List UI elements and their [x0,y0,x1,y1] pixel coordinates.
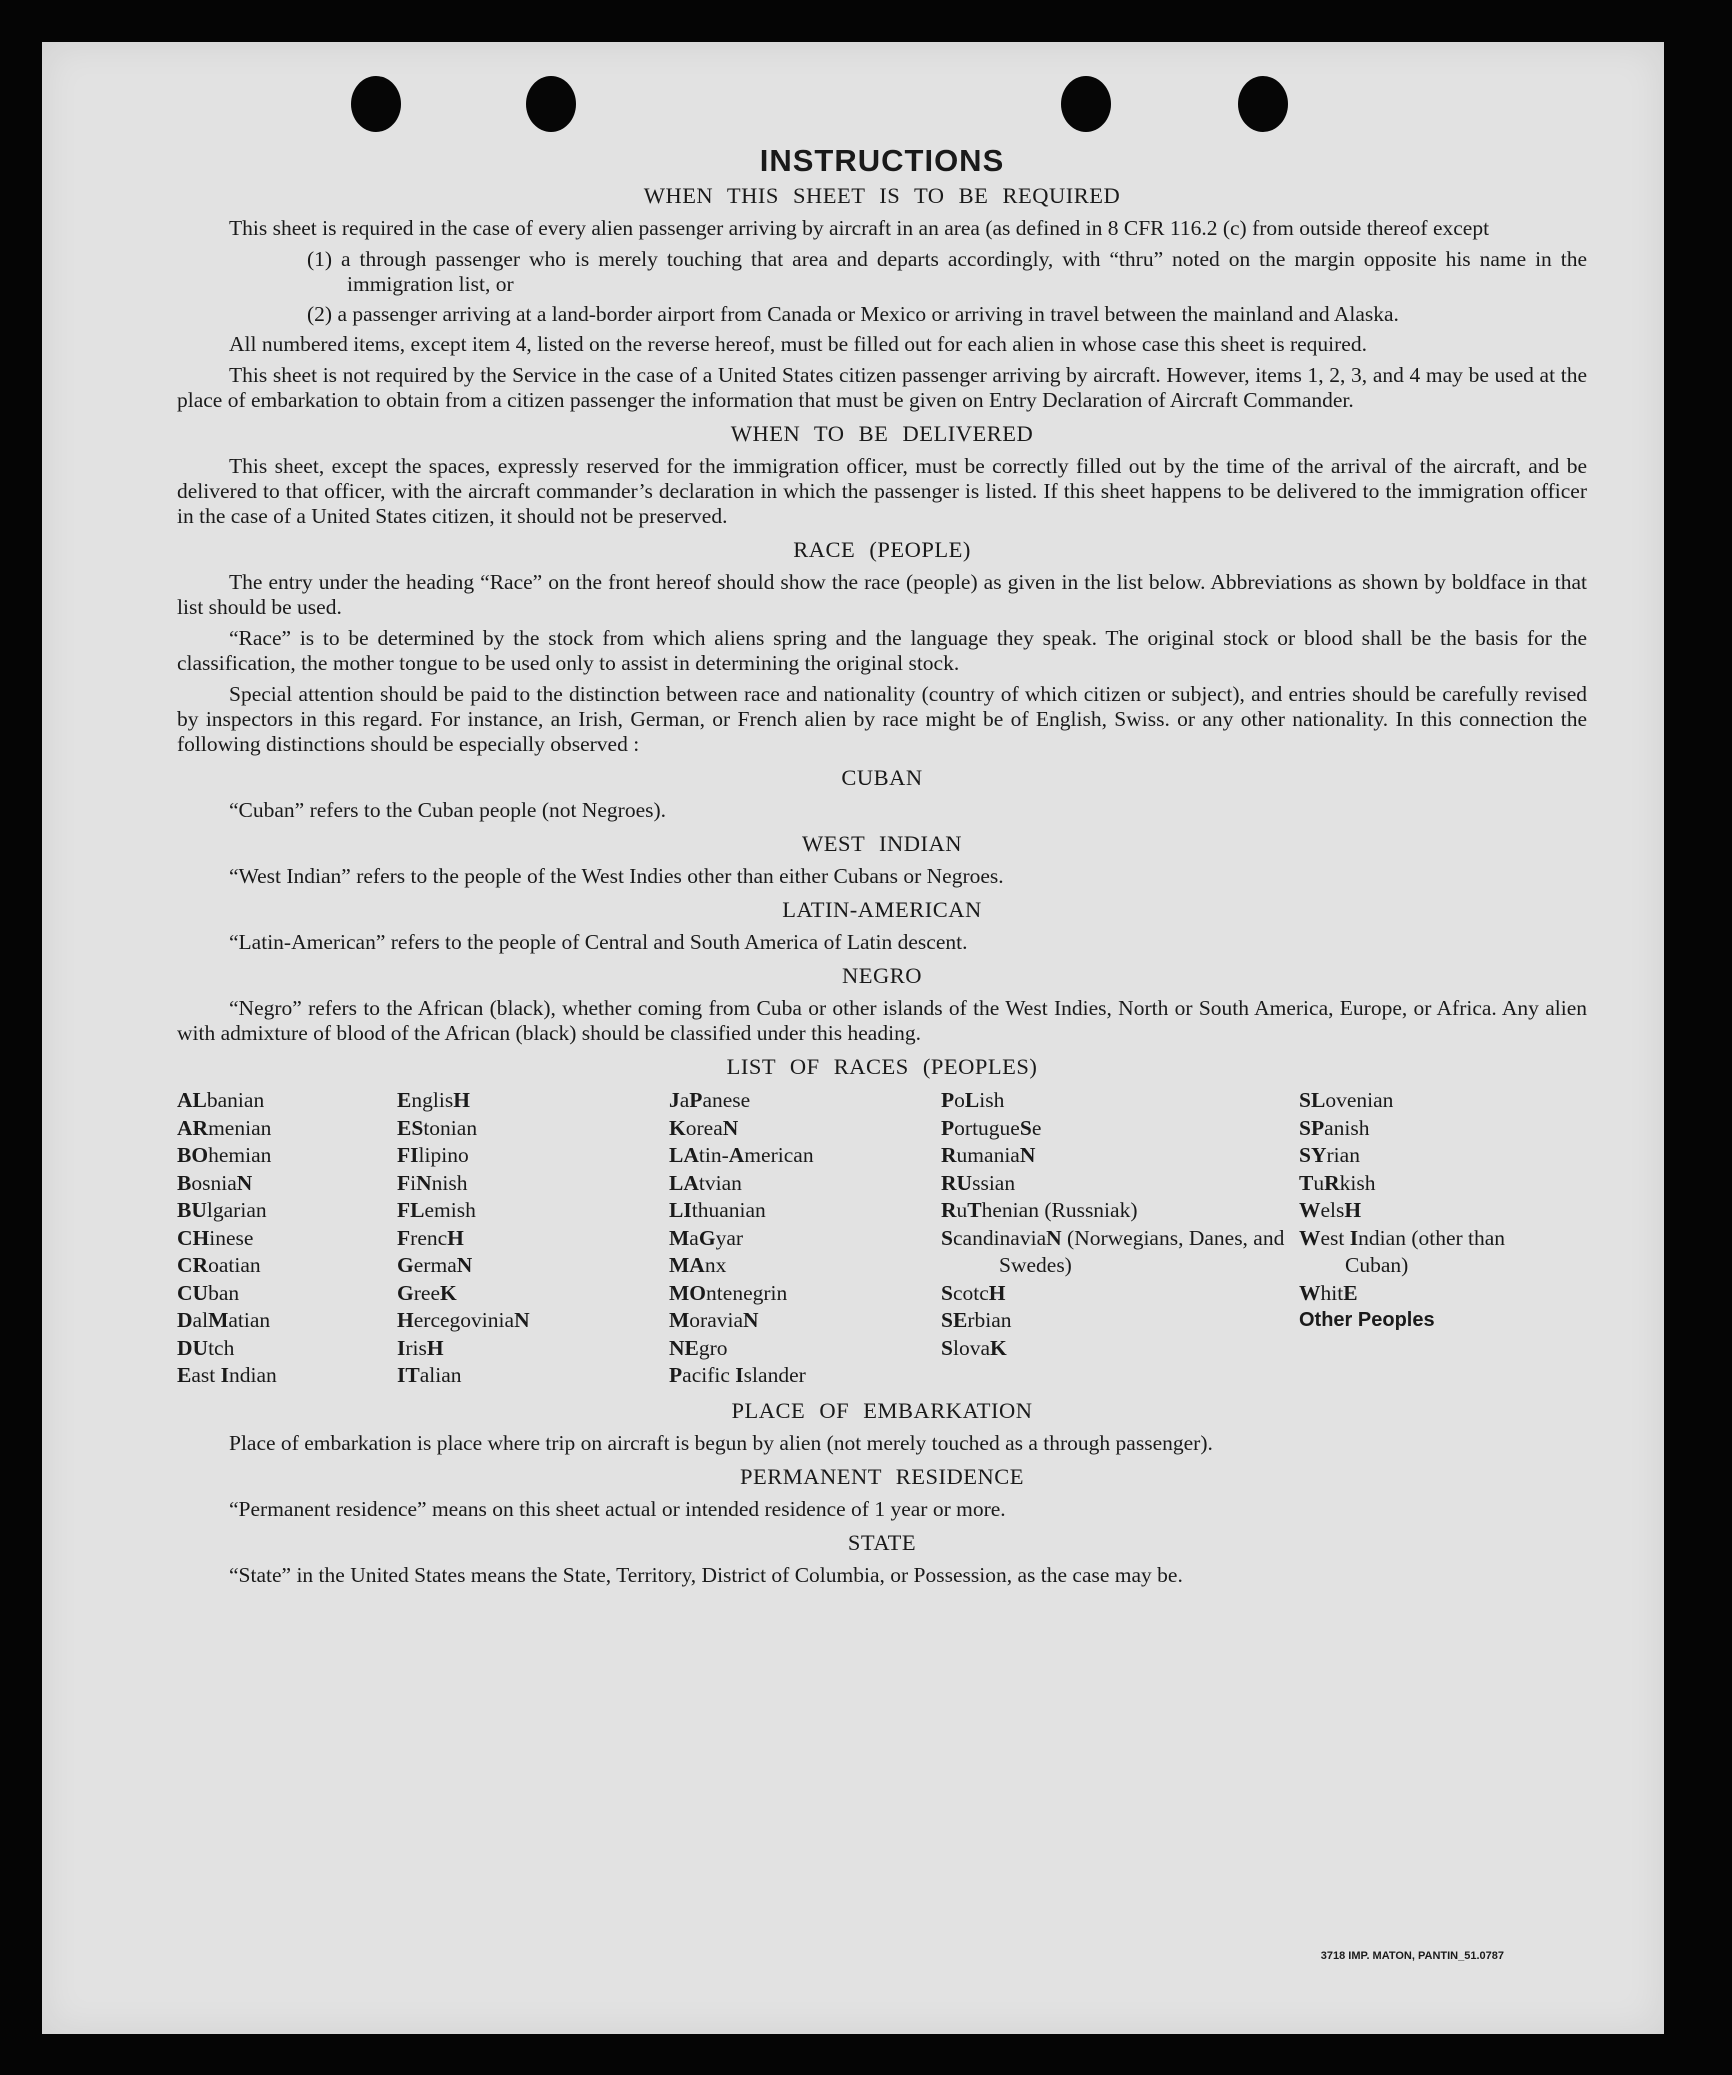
race-entry: GermaN [397,1253,473,1277]
race-entry: RUssian [941,1170,1016,1195]
race-entry: GreeK [397,1280,457,1305]
race-entry: West Indian (other than Cuban) [1299,1225,1506,1277]
embarkation-text: Place of embarkation is place where trip on aircraft is begun by alien (not merely touched as a through passenger). [229,1430,1213,1455]
race-entry: BUlgarian [177,1198,267,1222]
heading-state: STATE [847,1529,917,1555]
races-column-1 [177,1087,397,1390]
race-entry: SPanish [1299,1115,1370,1140]
race-entry: SErbian [941,1308,1012,1332]
race-entry: EnglisH [397,1088,470,1112]
required-para-3: This sheet is not required by the Service in the case of a United States citizen passenger arriving by aircraft. However, items 1, 2, 3, and 4 may be used at the place of embarkation to obtain from a citizen passenger the information that must be given on Entry Declaration of Aircraft Commander. [177,363,1587,412]
residence-text: “Permanent residence” means on this sheet actual or intended residence of 1 year or more. [229,1496,1006,1521]
race-entry: BosniaN [177,1170,253,1195]
race-entry: WhitE [1299,1280,1358,1305]
heading-delivered: WHEN TO BE DELIVERED [730,421,1034,446]
required-item-1: (1) a through passenger who is merely touching that area and departs accordingly, with “thru” noted on the margin opposite his name in the immigration list, or [307,247,1587,296]
race-entry: ARmenian [177,1115,272,1140]
race-entry: IrisH [397,1335,444,1360]
race-entry: SYrian [1299,1143,1360,1167]
heading-embarkation: PLACE OF EMBARKATION [731,1397,1033,1423]
race-entry: MaGyar [669,1225,744,1250]
heading-cuban: CUBAN [841,765,923,790]
race-entry: MoraviaN [669,1308,759,1332]
heading-required: WHEN THIS SHEET IS TO BE REQUIRED [643,183,1121,208]
race-entry: FLemish [397,1198,476,1222]
west-indian-text: “West Indian” refers to the people of the West Indies other than either Cubans or Negroes. [229,864,1004,888]
race-entry: ScandinaviaN (Norwegians, Danes, and Swedes) [941,1225,1285,1277]
required-para-2: All numbered items, except item 4, listed on the reverse hereof, must be filled out for each alien in whose case this sheet is required. [229,332,1367,356]
races-list [177,1087,1587,1390]
race-entry: FIlipino [397,1143,469,1167]
race-entry: ITalian [397,1363,462,1387]
race-entry: Other Peoples [1299,1309,1435,1331]
race-entry: PoLish [941,1088,1005,1112]
race-entry: PortugueSe [941,1115,1042,1140]
race-entry: Pacific Islander [669,1363,806,1387]
race-entry: DUtch [177,1335,235,1360]
race-entry: MAnx [669,1253,727,1277]
document-sheet [42,42,1664,2034]
race-entry: BOhemian [177,1143,272,1167]
race-entry: ALbanian [177,1088,265,1112]
race-entry: RumaniaN [941,1143,1036,1167]
delivered-text: This sheet, except the spaces, expressly reserved for the immigration officer, must be correctly filled out by the time of the arrival of the aircraft, and be delivered to that officer, with the aircraft commander’s declaration in which the passenger is listed. If this sheet happens to be delivered to the immigration officer in the case of a United States citizen, it should not be preserved. [177,454,1587,528]
required-item-2: (2) a passenger arriving at a land-border airport from Canada or Mexico or arriving in travel between the mainland and Alaska. [307,302,1399,326]
heading-negro: NEGRO [842,963,922,988]
races-column-4 [941,1087,1299,1390]
race-entry: NEgro [669,1335,728,1360]
race-para-3: Special attention should be paid to the distinction between race and nationality (country of which citizen or subject), and entries should be carefully revised by inspectors in this regard. For instance, an Irish, German, or French alien by race might be of English, Swiss. or any other nationality. In this connection the following distinctions should be especially observed : [177,682,1587,756]
negro-text: “Negro” refers to the African (black), whether coming from Cuba or other islands of the West Indies, North or South America, Europe, or Africa. Any alien with admixture of blood of the African (black) should be classified under this heading. [177,996,1587,1045]
race-para-2: “Race” is to be determined by the stock from which aliens spring and the language they speak. The original stock or blood shall be the basis for the classification, the mother tongue to be used only to assist in determining the original stock. [177,626,1587,675]
heading-list-of-races: LIST OF RACES (PEOPLES) [726,1054,1038,1079]
races-column-2 [397,1087,669,1390]
heading-permanent-residence: PERMANENT RESIDENCE [740,1463,1024,1489]
race-entry: RuThenian (Russniak) [941,1198,1138,1222]
race-entry: CUban [177,1280,240,1305]
race-entry: LAtvian [669,1170,742,1195]
race-entry: East Indian [177,1363,277,1387]
race-entry: KoreaN [669,1115,739,1140]
heading-race: RACE (PEOPLE) [793,537,971,562]
cuban-text: “Cuban” refers to the Cuban people (not Negroes). [229,798,667,822]
latin-american-text: “Latin-American” refers to the people of Central and South America of Latin descent. [229,930,968,954]
heading-latin-american: LATIN-AMERICAN [782,897,982,922]
race-entry: WelsH [1299,1198,1362,1222]
race-entry: SlovaK [941,1335,1007,1360]
race-entry: LAtin-American [669,1143,814,1167]
race-entry: SLovenian [1299,1088,1394,1112]
race-entry: LIthuanian [669,1198,766,1222]
race-entry: HercegoviniaN [397,1308,530,1332]
race-entry: CHinese [177,1225,254,1250]
race-para-1: The entry under the heading “Race” on the front hereof should show the race (people) as given in the list below. Abbreviations as shown by boldface in that list should be used. [177,570,1587,619]
heading-west-indian: WEST INDIAN [802,831,962,856]
race-entry: FrencH [397,1225,464,1250]
required-intro: This sheet is required in the case of every alien passenger arriving by aircraft in an area (as defined in 8 CFR 116.2 (c) from outside thereof except [229,216,1490,240]
printer-imprint: 3718 IMP. MATON, PANTIN_51.0787 [1320,1950,1504,1962]
races-column-5 [1299,1087,1559,1390]
race-entry: DalMatian [177,1308,271,1332]
race-entry: EStonian [397,1115,478,1140]
race-entry: FiNnish [397,1170,468,1195]
races-column-3 [669,1087,941,1390]
state-text: “State” in the United States means the State, Territory, District of Columbia, or Possession, as the case may be. [229,1562,1183,1587]
race-entry: ScotcH [941,1280,1006,1305]
race-entry: CRoatian [177,1253,261,1277]
race-entry: MOntenegrin [669,1280,788,1305]
page-title: INSTRUCTIONS [759,143,1005,178]
race-entry: TuRkish [1299,1170,1376,1195]
instructions-content [177,108,1587,1596]
race-entry: JaPanese [669,1088,751,1112]
